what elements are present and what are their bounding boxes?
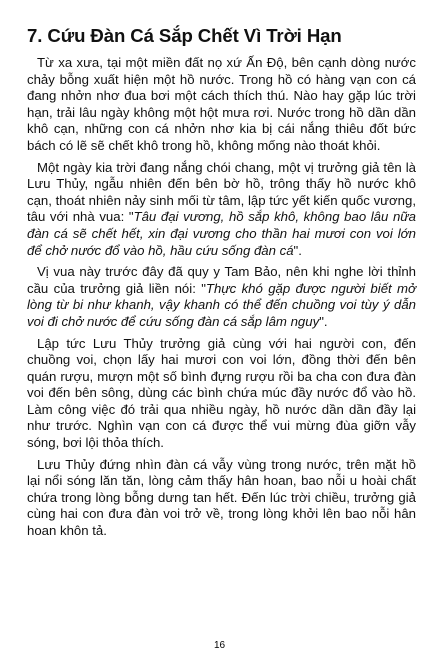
chapter-title: 7. Cứu Đàn Cá Sắp Chết Vì Trời Hạn: [27, 25, 342, 46]
paragraph-4: [27, 336, 416, 452]
paragraph-3: [27, 264, 416, 330]
paragraph-3-text: Vị vua này trước đây đã quy y Tam Bảo, nên khi nghe lời thỉnh cầu của trưởng giả liền nói: ": [27, 264, 416, 296]
paragraph-3-quote: Thực khó gặp được người biết mở lòng từ bi như khanh, vậy khanh có thể đến chuồng voi tùy ý dẫn voi đi chở nước để cứu sống đàn cá sắp lâm nguy: [27, 280, 416, 329]
page-number: 16: [213, 640, 226, 651]
paragraph-1: [27, 55, 416, 155]
paragraph-5-text: Lưu Thủy đứng nhìn đàn cá vẫy vùng trong nước, trên mặt hồ lại nổi sóng lăn tăn, lòng cảm thấy hân hoan, bao nỗi u hoài chất chứa trong lòng bỗng dưng tan hết. Đến lúc trời chiều, trưởng giả cùng hai con đưa đàn voi trở về, trong lòng khởi lên bao nỗi hân hoan khôn tả.: [27, 456, 416, 539]
paragraph-2: [27, 160, 416, 260]
paragraph-4-text: Lập tức Lưu Thủy trưởng giả cùng với hai người con, đến chuồng voi, chọn lấy hai mươi con voi lớn, đồng thời đến bên quán rượu, mượn một số bình đựng rượu rồi ba cha con đưa đàn voi đến bên sông, dùng các bình chứa múc đầy nước đổ vào hồ. Làm công việc đó trải qua nhiều ngày, hồ nước dần dần đầy lại như trước. Nghìn vạn con cá được thể vui mừng đùa giỡn vẫy sóng, bơi lội thỏa thích.: [27, 335, 416, 451]
paragraph-2-quote: Tâu đại vương, hồ sắp khô, không bao lâu nữa đàn cá sẽ chết hết, xin đại vương cho thần hai mươi con voi lớn để chở nước đổ vào hồ, hầu cứu sống đàn cá: [27, 209, 416, 258]
paragraph-2-text: Một ngày kia trời đang nắng chói chang, một vị trưởng giả tên là Lưu Thủy, ngẫu nhiên đến bên bờ hồ, trông thấy hồ nước khô cạn, thoát nhiên nảy sinh mối từ tâm, lập tức yết kiến quốc vương, tâu với nhà vua: ": [27, 159, 416, 225]
paragraph-5: [27, 457, 416, 540]
paragraph-2-end: ".: [293, 242, 302, 258]
paragraph-3-end: ".: [319, 313, 328, 329]
paragraph-1-text: Từ xa xưa, tại một miền đất nọ xứ Ấn Độ, bên cạnh dòng nước chảy bỗng xuất hiện một hồ nước. Trong hồ có hàng vạn con cá đang nhởn nhơ đua bơi một cách thích thú. Nào hay gặp lúc trời hạn, trải lâu ngày không một hột mưa rơi. Nước trong hồ dần dần khô cạn, những con cá nhởn nhơ kia bị cái nắng thiêu đốt bức bách có lẽ sẽ chết khô trong hồ, không mống nào thoát khỏi.: [27, 55, 416, 153]
